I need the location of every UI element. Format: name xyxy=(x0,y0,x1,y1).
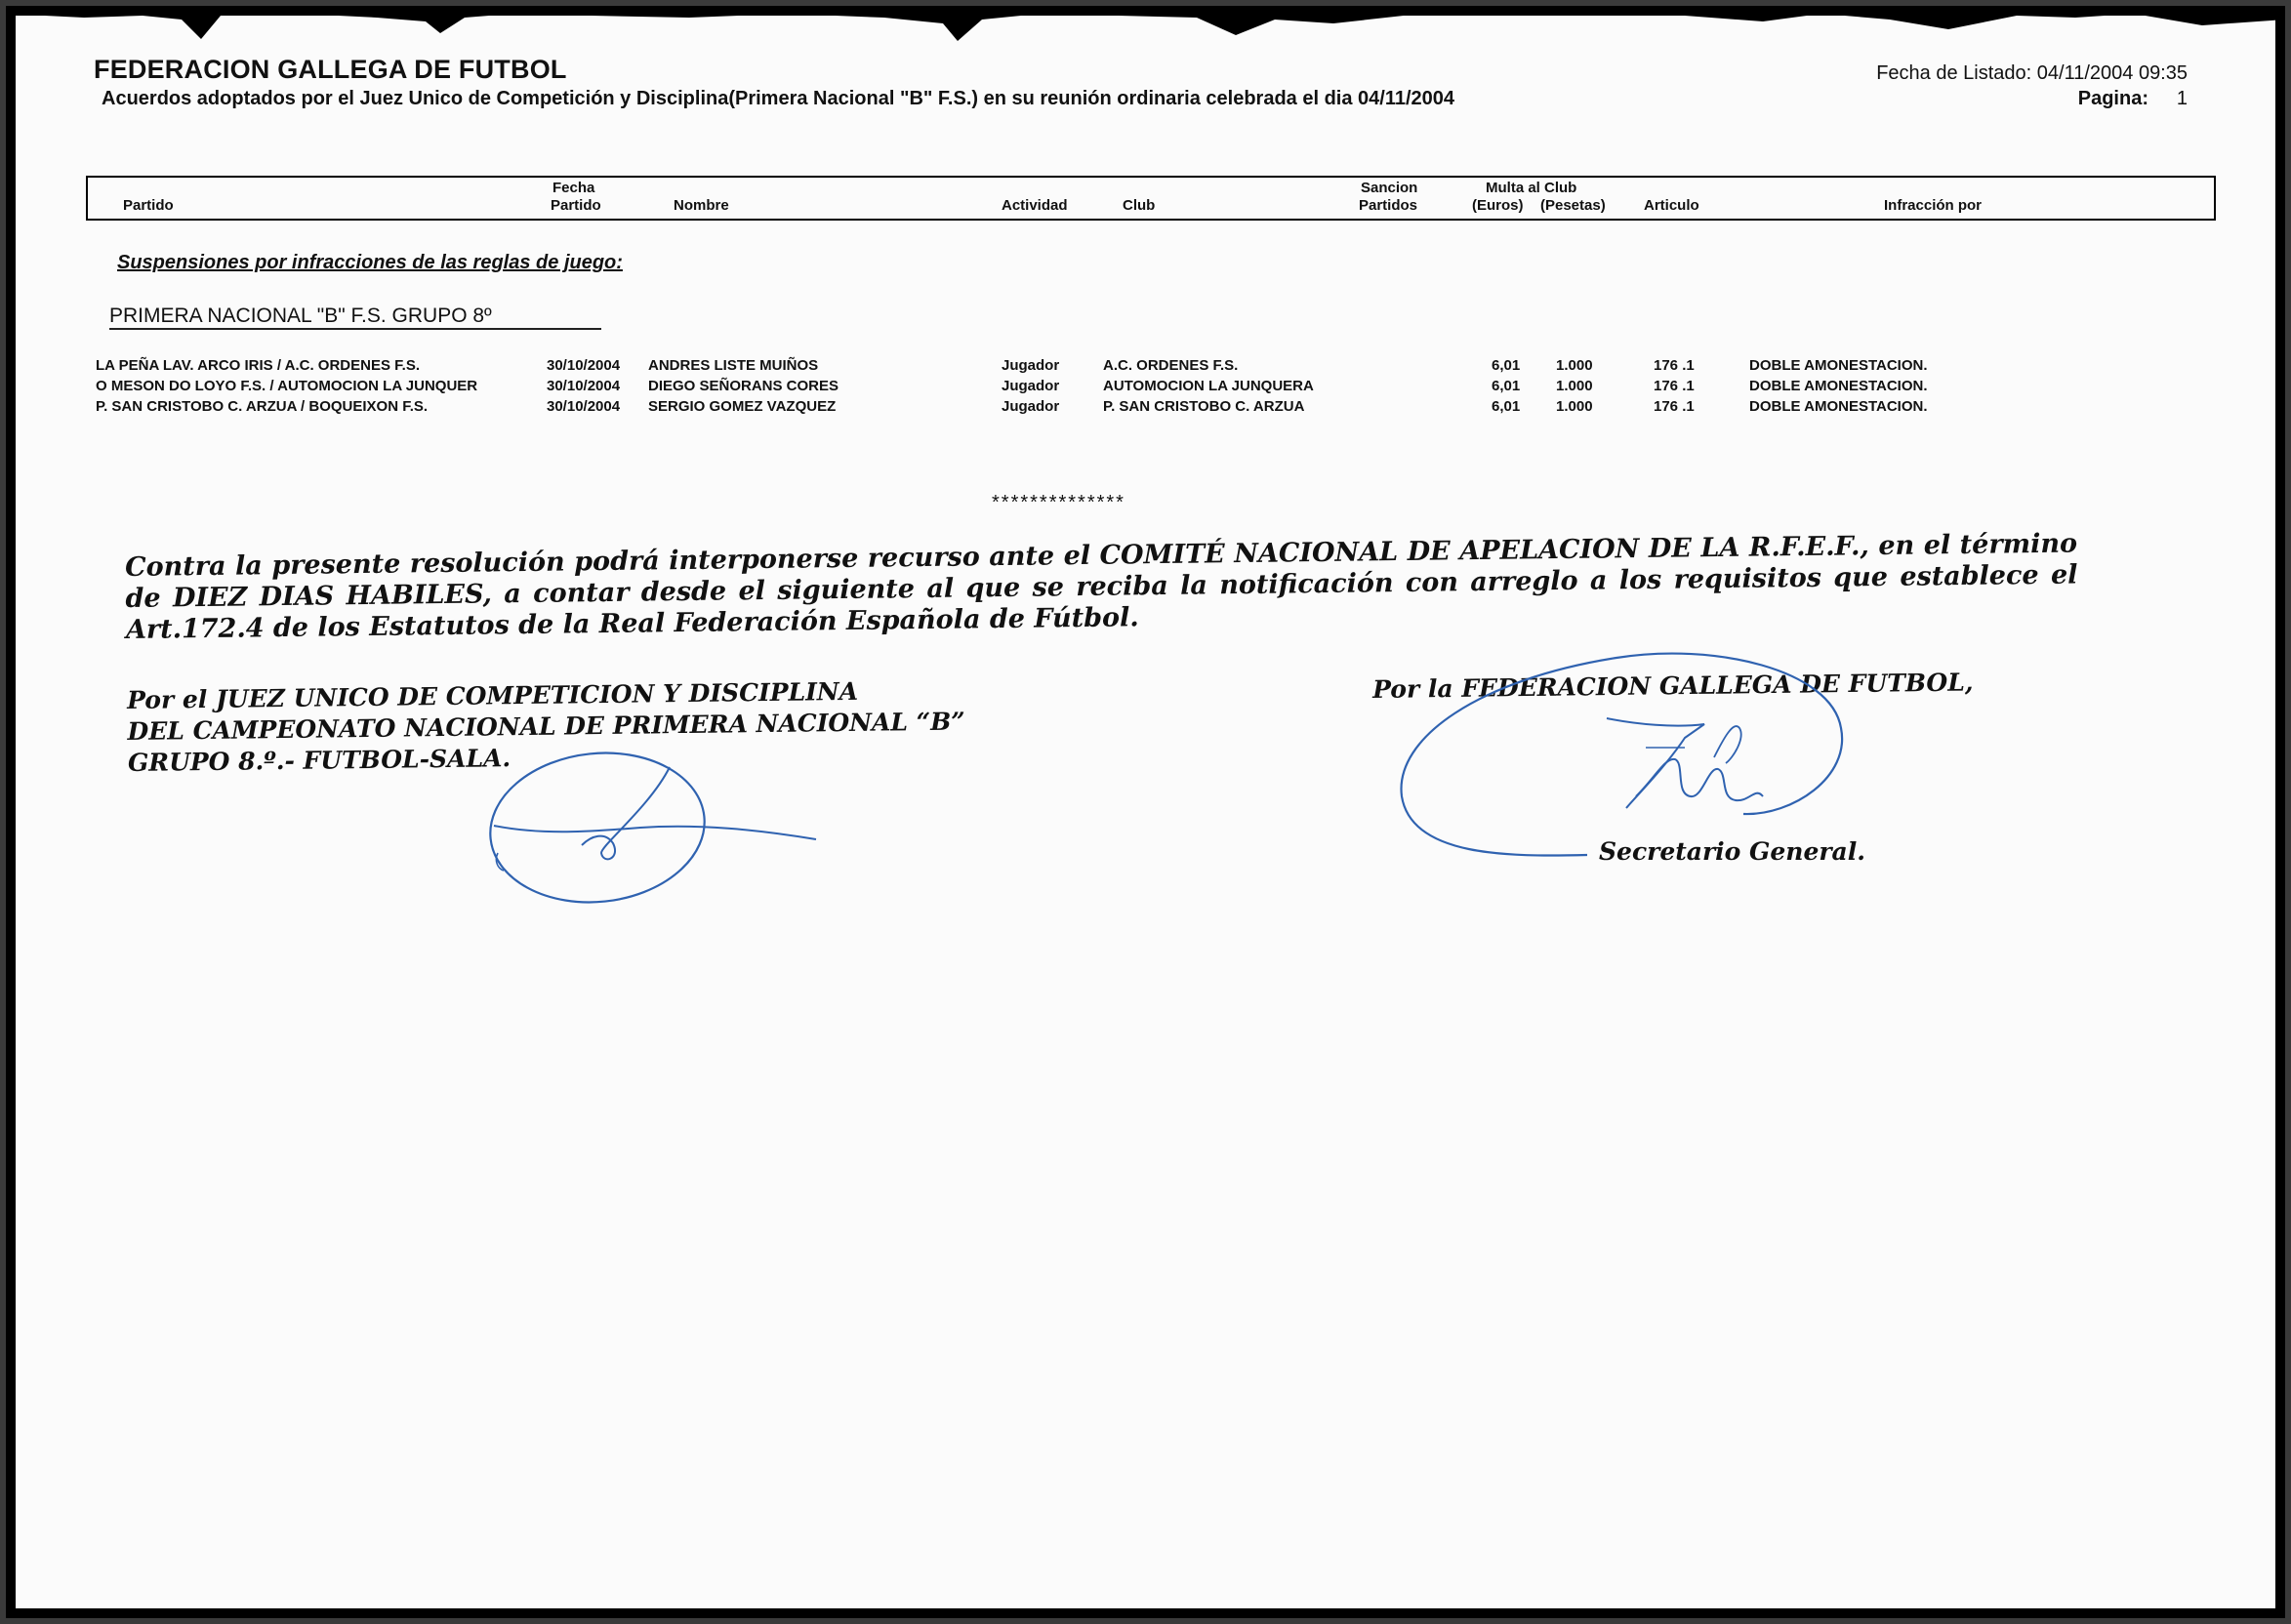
separator-stars: ************** xyxy=(992,492,1125,513)
col-fecha-top: Fecha xyxy=(552,180,595,196)
col-actividad: Actividad xyxy=(1002,197,1068,214)
col-fecha-bottom: Partido xyxy=(551,197,601,214)
page-label: Pagina: xyxy=(2077,88,2148,109)
cell-fecha: 30/10/2004 xyxy=(547,357,621,374)
judge-line-2: DEL CAMPEONATO NACIONAL DE PRIMERA NACIONAL “B” xyxy=(127,707,965,746)
cell-pesetas: 1.000 xyxy=(1556,357,1593,374)
cell-euros: 6,01 xyxy=(1492,398,1521,415)
cell-euros: 6,01 xyxy=(1492,357,1521,374)
col-infraccion: Infracción por xyxy=(1884,197,1983,214)
cell-pesetas: 1.000 xyxy=(1556,378,1593,394)
col-multa-euros: (Euros) xyxy=(1472,197,1524,214)
cell-pesetas: 1.000 xyxy=(1556,398,1593,415)
cell-articulo: 176 .1 xyxy=(1654,357,1695,374)
section-title: Suspensiones por infracciones de las reglas de juego: xyxy=(117,252,623,273)
table-header xyxy=(86,176,2216,221)
secretary-signature-scribble xyxy=(1392,630,1861,874)
page-number: 1 xyxy=(2176,88,2188,109)
col-sancion-bottom: Partidos xyxy=(1359,197,1418,214)
cell-partido: P. SAN CRISTOBO C. ARZUA / BOQUEIXON F.S. xyxy=(96,398,429,415)
cell-nombre: SERGIO GOMEZ VAZQUEZ xyxy=(648,398,837,415)
cell-infraccion: DOBLE AMONESTACION. xyxy=(1749,357,1928,374)
col-sancion-top: Sancion xyxy=(1361,180,1418,196)
cell-fecha: 30/10/2004 xyxy=(547,398,621,415)
group-underline xyxy=(109,328,601,330)
document-page xyxy=(6,6,2285,1618)
judge-line-1: Por el JUEZ UNICO DE COMPETICION Y DISCIPLINA xyxy=(127,676,859,714)
cell-actividad: Jugador xyxy=(1002,398,1060,415)
col-partido: Partido xyxy=(123,197,174,214)
resolution-paragraph: Contra la presente resolución podrá interponerse recurso ante el COMITÉ NACIONAL DE APELACION DE LA R.F.E.F., en el término de DIEZ DIAS HABILES, a contar desde el siguiente al que se reciba la notificación con arreglo a los requisitos que establece el Art.172.4 de los Estatutos de la Real Federación Española de Fútbol. xyxy=(125,528,2078,645)
cell-partido: O MESON DO LOYO F.S. / AUTOMOCION LA JUNQUER xyxy=(96,378,478,394)
cell-infraccion: DOBLE AMONESTACION. xyxy=(1749,398,1928,415)
listing-date: Fecha de Listado: 04/11/2004 09:35 xyxy=(1876,62,2188,84)
col-multa-pesetas: (Pesetas) xyxy=(1540,197,1606,214)
organization-title: FEDERACION GALLEGA DE FUTBOL xyxy=(94,55,567,84)
cell-euros: 6,01 xyxy=(1492,378,1521,394)
cell-articulo: 176 .1 xyxy=(1654,398,1695,415)
cell-club: AUTOMOCION LA JUNQUERA xyxy=(1103,378,1314,394)
judge-signature-scribble xyxy=(484,738,836,914)
group-title: PRIMERA NACIONAL "B" F.S. GRUPO 8º xyxy=(109,304,492,327)
cell-nombre: ANDRES LISTE MUIÑOS xyxy=(648,357,819,374)
cell-articulo: 176 .1 xyxy=(1654,378,1695,394)
cell-infraccion: DOBLE AMONESTACION. xyxy=(1749,378,1928,394)
col-multa-top: Multa al Club xyxy=(1486,180,1577,196)
document-subtitle: Acuerdos adoptados por el Juez Unico de Competición y Disciplina(Primera Nacional "B" F.S.) en su reunión ordinaria celebrada el dia 04/11/2004 xyxy=(102,88,1455,109)
judge-line-3: GRUPO 8.º.- FUTBOL-SALA. xyxy=(127,744,511,777)
col-nombre: Nombre xyxy=(674,197,729,214)
cell-club: A.C. ORDENES F.S. xyxy=(1103,357,1239,374)
col-club: Club xyxy=(1123,197,1156,214)
cell-nombre: DIEGO SEÑORANS CORES xyxy=(648,378,839,394)
cell-club: P. SAN CRISTOBO C. ARZUA xyxy=(1103,398,1305,415)
cell-actividad: Jugador xyxy=(1002,378,1060,394)
col-articulo: Articulo xyxy=(1644,197,1699,214)
cell-fecha: 30/10/2004 xyxy=(547,378,621,394)
secretary-title: Secretario General. xyxy=(1599,837,1865,866)
cell-actividad: Jugador xyxy=(1002,357,1060,374)
federation-signature-line: Por la FEDERACION GALLEGA DE FUTBOL, xyxy=(1372,668,1974,704)
cell-partido: LA PEÑA LAV. ARCO IRIS / A.C. ORDENES F.S. xyxy=(96,357,420,374)
